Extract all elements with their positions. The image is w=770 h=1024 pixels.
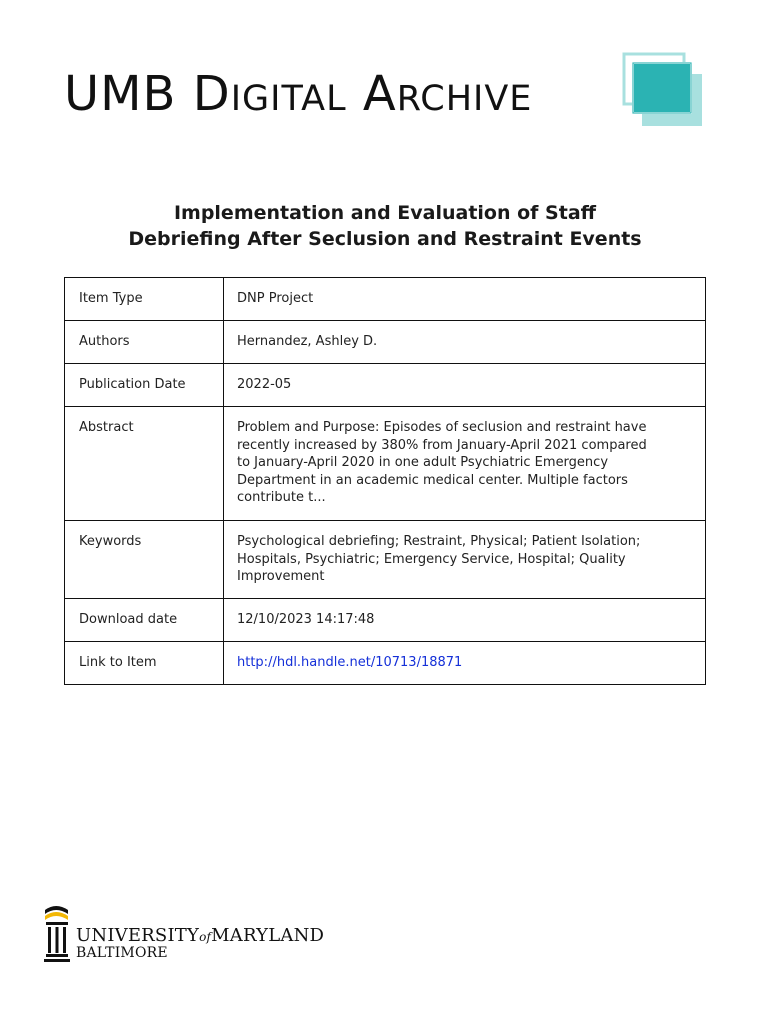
archive-title: UMB DIGITAL ARCHIVE <box>64 66 533 122</box>
abstract-line: Problem and Purpose: Episodes of seclusion and restraint have <box>237 420 647 435</box>
university-name: UNIVERSITYofMARYLAND BALTIMORE <box>76 925 325 961</box>
abstract-line: contribute t... <box>237 490 326 506</box>
item-handle-link[interactable]: http://hdl.handle.net/10713/18871 <box>237 655 463 670</box>
item-type-value: DNP Project <box>224 278 706 321</box>
layered-squares-icon <box>622 52 706 128</box>
document-title-line-1: Implementation and Evaluation of Staff <box>173 202 597 224</box>
keywords-line: Improvement <box>237 569 325 585</box>
table-row-publication-date <box>65 364 706 407</box>
keywords-line: Hospitals, Psychiatric; Emergency Service, Hospital; Quality <box>237 551 626 567</box>
publication-date-label: Publication Date <box>65 364 224 407</box>
authors-label: Authors <box>65 321 224 364</box>
table-row-authors <box>65 321 706 364</box>
abstract-line: recently increased by 380% from January-April 2021 compared <box>237 437 647 453</box>
authors-value: Hernandez, Ashley D. <box>224 321 706 364</box>
university-footer-logo <box>42 906 325 968</box>
download-date-value: 12/10/2023 14:17:48 <box>224 599 706 642</box>
table-row-link-to-item <box>65 642 706 685</box>
university-of-maryland-baltimore-logo-icon <box>42 906 72 968</box>
link-to-item-label: Link to Item <box>65 642 224 685</box>
download-date-label: Download date <box>65 599 224 642</box>
table-row-download-date <box>65 599 706 642</box>
abstract-line: Department in an academic medical center. Multiple factors <box>237 472 628 488</box>
archive-header <box>64 58 714 138</box>
metadata-table <box>64 277 706 685</box>
table-row-abstract <box>65 407 706 521</box>
link-to-item-cell <box>224 642 706 685</box>
abstract-label: Abstract <box>65 407 224 521</box>
keywords-line: Psychological debriefing; Restraint, Physical; Patient Isolation; <box>237 534 641 549</box>
table-row-item-type <box>65 278 706 321</box>
keywords-label: Keywords <box>65 521 224 599</box>
abstract-value <box>224 407 706 521</box>
document-title-line-2: Debriefing After Seclusion and Restraint Events <box>128 228 642 250</box>
item-type-label: Item Type <box>65 278 224 321</box>
abstract-line: to January-April 2020 in one adult Psychiatric Emergency <box>237 455 609 471</box>
keywords-value <box>224 521 706 599</box>
table-row-keywords <box>65 521 706 599</box>
publication-date-value: 2022-05 <box>224 364 706 407</box>
